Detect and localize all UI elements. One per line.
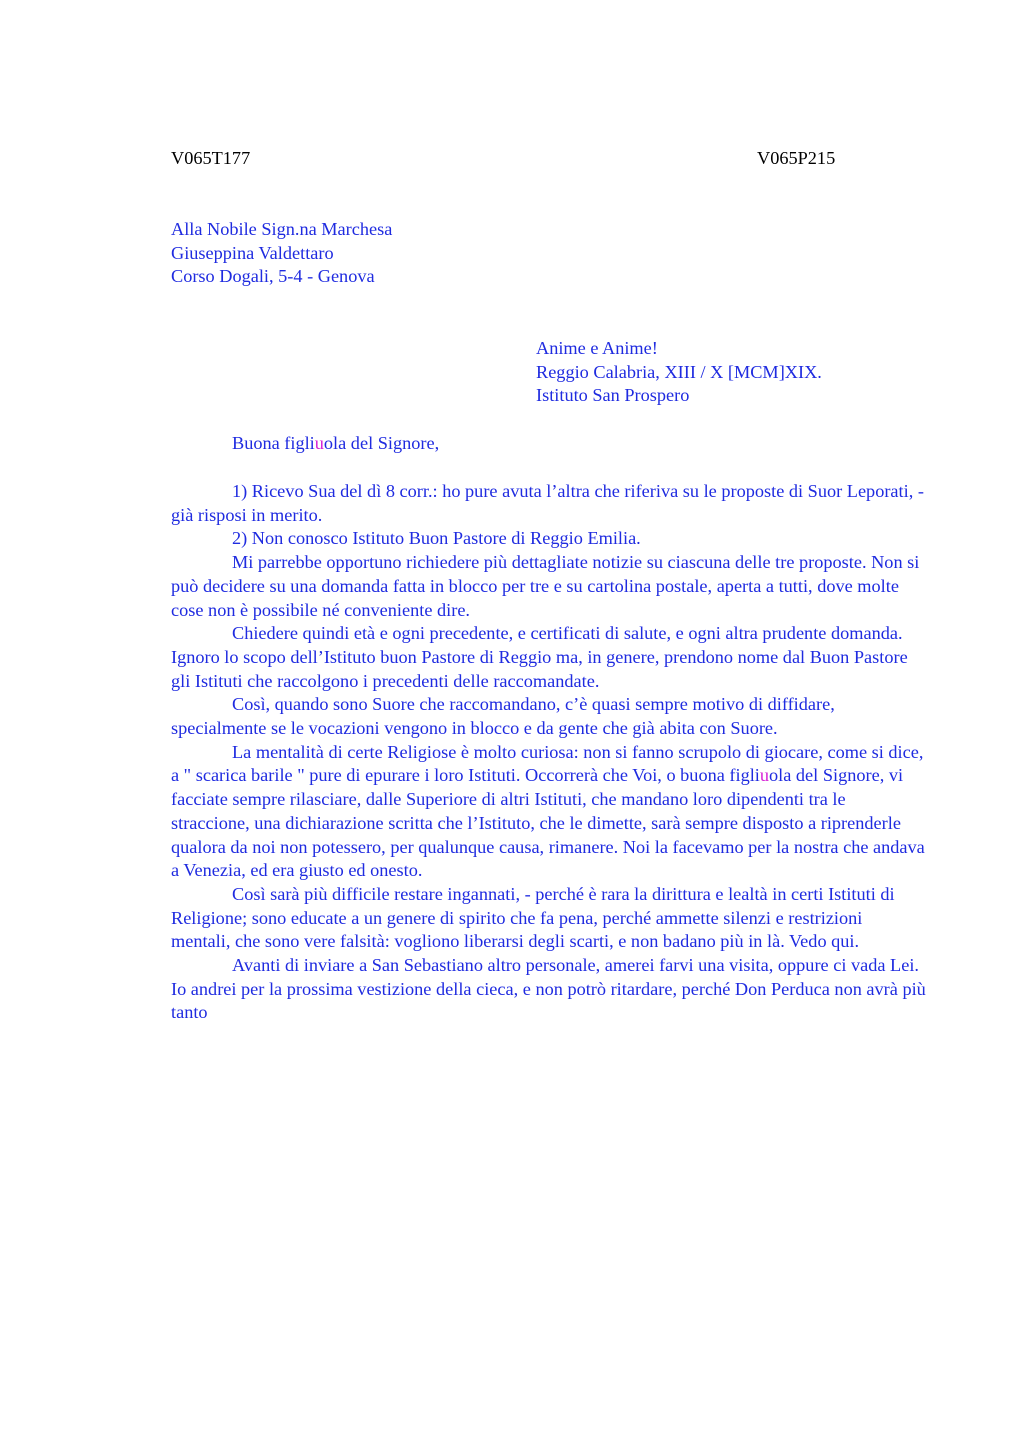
paragraph-text: ola del Signore, vi facciate sempre rilasciare, dalle Superiore di altri Istituti, che mandano loro dipendenti tra le straccione, una dichiarazione scritta che l’Istituto, che le dimette, sarà sempre disposto a riprenderle qualora da noi non potessero, per qualunque causa, rimanere. Noi la facevamo per la nostra che andava a Venezia, ed era giusto ed onesto.	[171, 765, 925, 881]
motto: Anime e Anime!	[536, 338, 658, 358]
addressee-line: Alla Nobile Sign.na Marchesa	[171, 219, 393, 239]
addressee-line: Giuseppina Valdettaro	[171, 242, 334, 263]
paragraph	[171, 741, 926, 883]
paragraph-text: La mentalità di certe Religiose è molto curiosa: non si fanno scrupolo di giocare, come si dice, a " scarica barile " pure di epurare i loro Istituti. Occorrerà che Voi, o buona figli	[171, 741, 924, 786]
salutation-text: ola del Signore,	[323, 433, 440, 453]
paragraph: 1) Ricevo Sua del dì 8 corr.: ho pure avuta l’altra che riferiva su le proposte di Suor Leporati, - già risposi in merito.	[171, 481, 924, 525]
salutation-text: Buona figli	[232, 433, 315, 453]
addressee-block	[171, 218, 571, 289]
addressee-line: Corso Dogali, 5-4 - Genova	[171, 266, 375, 287]
salutation	[232, 432, 439, 456]
highlighted-letter: u	[759, 765, 770, 786]
dateline-block	[536, 337, 956, 408]
place-date: Reggio Calabria, XIII / X [MCM]XIX.	[536, 361, 822, 382]
paragraph: Avanti di inviare a San Sebastiano altro personale, amerei farvi una visita, oppure ci vada Lei. Io andrei per la prossima vestizione della cieca, e non potrò ritardare, perché Don Perduca non avrà più tanto	[171, 955, 926, 1023]
document-code-right: V065P215	[757, 148, 836, 168]
highlighted-letter: u	[314, 433, 324, 453]
paragraph: Chiedere quindi età e ogni precedente, e certificati di salute, e ogni altra prudente domanda. Ignoro lo scopo dell’Istituto buon Pastore di Reggio ma, in genere, prendono nome dal Buon Pastore gli Istituti che raccolgono i precedenti delle raccomandate.	[171, 623, 908, 691]
paragraph: Così sarà più difficile restare ingannati, - perché è rara la dirittura e lealtà in certi Istituti di Religione; sono educate a un genere di spirito che fa pena, perché ammette silenzi e restrizioni mentali, che sono vere falsità: vogliono liberarsi degli scarti, e non badano più in là. Vedo qui.	[171, 883, 895, 952]
paragraph: Mi parrebbe opportuno richiedere più dettagliate notizie su ciascuna delle tre proposte. Non si può decidere su una domanda fatta in blocco per tre e su cartolina postale, aperta a tutti, dove molte cose non è possibile né conveniente dire.	[171, 552, 920, 620]
paragraph: 2) Non conosco Istituto Buon Pastore di Reggio Emilia.	[232, 528, 641, 549]
document-code-left: V065T177	[171, 148, 251, 168]
letter-body	[171, 480, 926, 1025]
institute-name: Istituto San Prospero	[536, 385, 690, 406]
paragraph: Così, quando sono Suore che raccomandano, c’è quasi sempre motivo di diffidare, specialmente se le vocazioni vengono in blocco e da gente che già abita con Suore.	[171, 694, 835, 739]
